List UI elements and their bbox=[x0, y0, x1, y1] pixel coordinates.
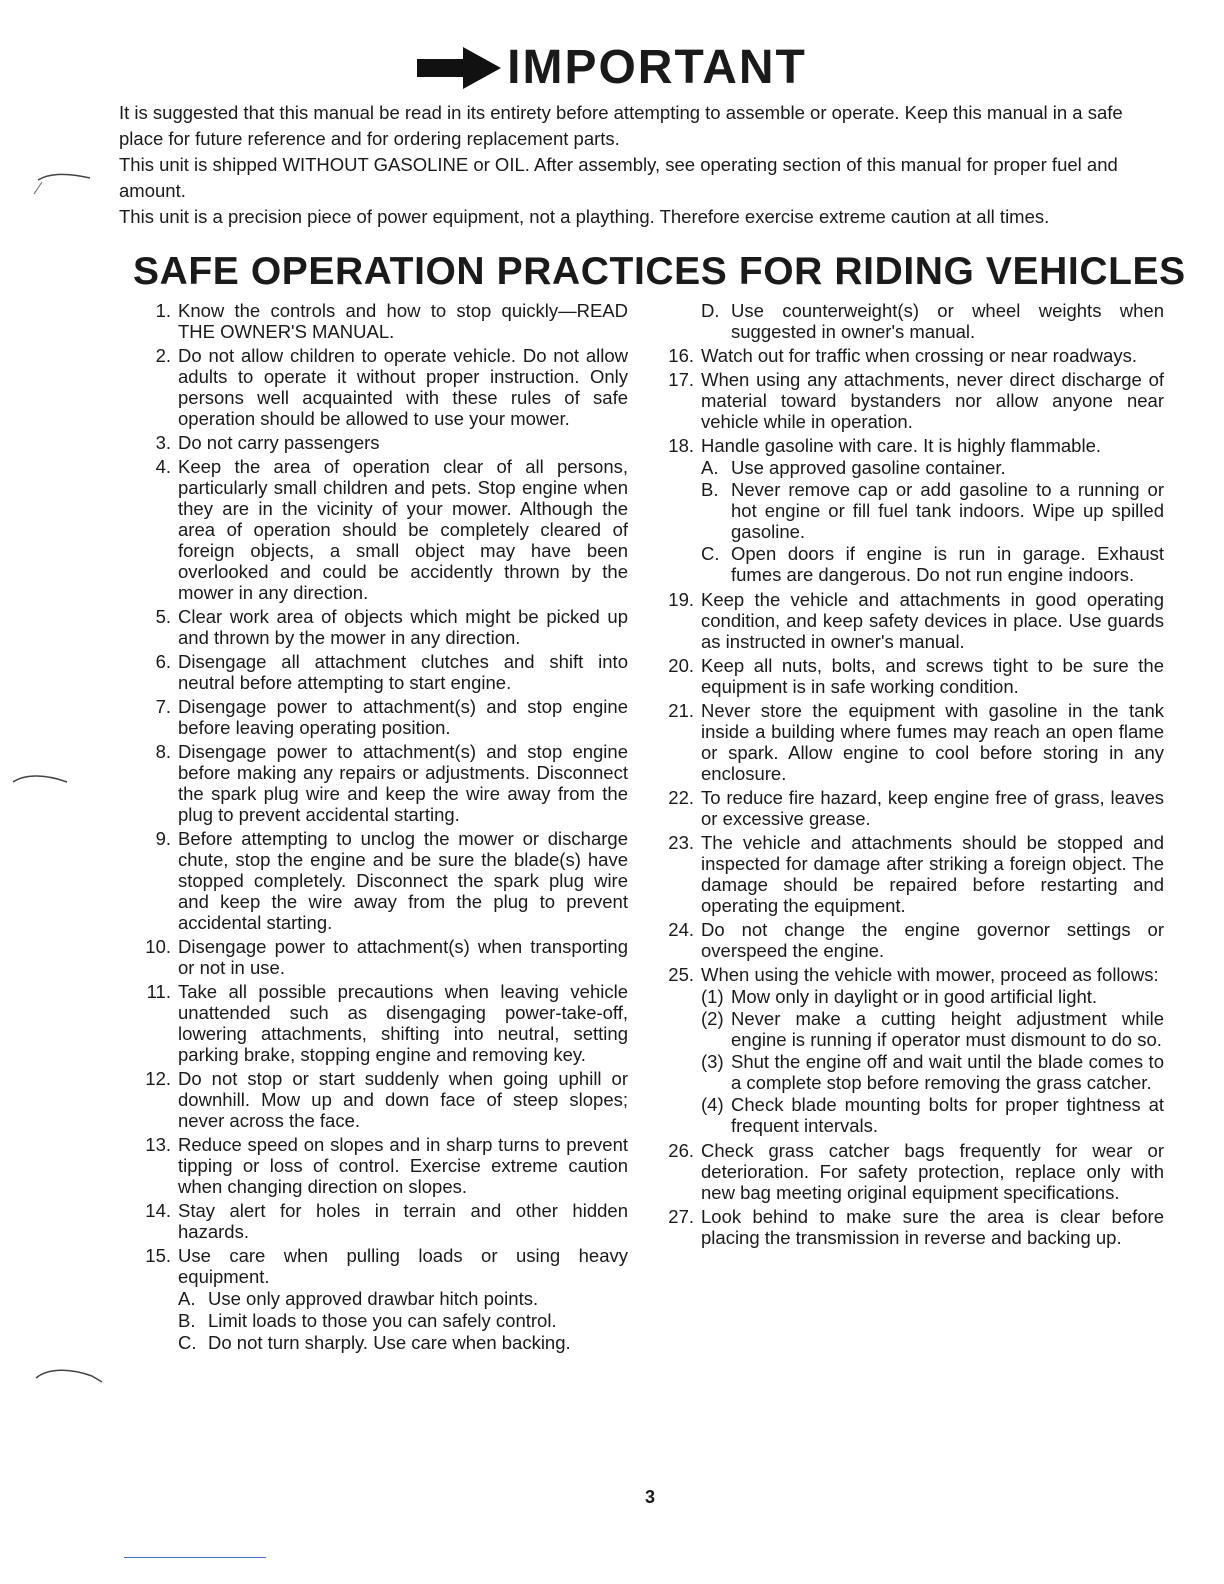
sub-item-label: C. bbox=[701, 543, 720, 564]
sub-item bbox=[701, 300, 1164, 342]
sub-item bbox=[701, 1051, 1164, 1093]
item-number: 4. bbox=[155, 456, 171, 477]
list-item bbox=[656, 435, 1164, 586]
item-number: 2. bbox=[155, 345, 171, 366]
item-body bbox=[701, 787, 1164, 829]
list-item bbox=[133, 432, 628, 453]
item-text: Disengage power to attachment(s) and stop engine before making any repairs or adjustments. Disconnect the spark plug wire and keep the wire away from the plug to prevent accidental starting. bbox=[178, 741, 628, 825]
list-item bbox=[133, 1245, 628, 1354]
item-body bbox=[178, 345, 628, 429]
item-text: When using any attachments, never direct discharge of material toward bystanders nor allow anyone near vehicle while in operation. bbox=[701, 369, 1164, 432]
item-body bbox=[178, 828, 628, 933]
sub-item-text: Use only approved drawbar hitch points. bbox=[208, 1288, 539, 1309]
item-number: 26. bbox=[668, 1140, 694, 1161]
sub-item-text: Shut the engine off and wait until the blade comes to a complete stop before removing the grass catcher. bbox=[731, 1051, 1164, 1093]
item-text: Do not allow children to operate vehicle. Do not allow adults to operate it without proper instruction. Only persons well acquainted with these rules of safe operation should be allowed to use your mower. bbox=[178, 345, 628, 429]
item-text: Watch out for traffic when crossing or near roadways. bbox=[701, 345, 1137, 366]
item-text: Never store the equipment with gasoline in the tank inside a building where fumes may reach an open flame or spark. Allow engine to cool before storing in any enclosure. bbox=[701, 700, 1164, 784]
item-text: Before attempting to unclog the mower or discharge chute, stop the engine and be sure the blade(s) have stopped completely. Disconnect the spark plug wire and keep the wire away from the plug to prevent accidental starting. bbox=[178, 828, 628, 933]
item-body bbox=[701, 832, 1164, 916]
item-body bbox=[701, 369, 1164, 432]
list-item bbox=[133, 1200, 628, 1242]
item-text: Keep all nuts, bolts, and screws tight to be sure the equipment is in safe working condition. bbox=[701, 655, 1164, 697]
item-text: Do not carry passengers bbox=[178, 432, 380, 453]
item-number: 11. bbox=[146, 981, 171, 1002]
item-number: 1. bbox=[155, 300, 171, 321]
item-body bbox=[701, 700, 1164, 784]
item-body bbox=[178, 456, 628, 603]
sub-item bbox=[178, 1310, 628, 1331]
item-number: 3. bbox=[155, 432, 171, 453]
sub-item-label: B. bbox=[701, 479, 719, 500]
item-text: To reduce fire hazard, keep engine free of grass, leaves or excessive grease. bbox=[701, 787, 1164, 829]
margin-mark bbox=[5, 770, 75, 790]
item-text: Disengage power to attachment(s) when transporting or not in use. bbox=[178, 936, 628, 978]
item-text: Take all possible precautions when leaving vehicle unattended such as disengaging power-take-off, lowering attachments, shifting into neutral, setting parking brake, stopping engine and removing key. bbox=[178, 981, 628, 1065]
list-item bbox=[656, 655, 1164, 697]
item-number: 23. bbox=[668, 832, 694, 853]
header bbox=[0, 40, 1224, 96]
continued-subitems bbox=[656, 300, 1164, 342]
sub-item-label: D. bbox=[701, 300, 720, 321]
sub-item-text: Never remove cap or add gasoline to a running or hot engine or fill fuel tank indoors. Wipe up spilled gasoline. bbox=[731, 479, 1164, 542]
item-number: 17. bbox=[668, 369, 694, 390]
page-title: IMPORTANT bbox=[507, 41, 807, 94]
item-number: 19. bbox=[668, 589, 694, 610]
list-item bbox=[656, 787, 1164, 829]
sub-item-label: (3) bbox=[701, 1051, 724, 1072]
sub-item bbox=[701, 457, 1164, 478]
sub-item-text: Use approved gasoline container. bbox=[731, 457, 1006, 478]
sub-list bbox=[701, 457, 1164, 585]
item-text: Clear work area of objects which might be picked up and thrown by the mower in any direction. bbox=[178, 606, 628, 648]
sub-item bbox=[701, 1008, 1164, 1050]
item-text: The vehicle and attachments should be stopped and inspected for damage after striking a foreign object. The damage should be repaired before restarting and operating the equipment. bbox=[701, 832, 1164, 916]
item-text: Handle gasoline with care. It is highly flammable. bbox=[701, 435, 1101, 456]
item-body bbox=[178, 606, 628, 648]
item-text: Keep the vehicle and attachments in good operating condition, and keep safety devices in place. Use guards as instructed in owner's manual. bbox=[701, 589, 1164, 652]
item-number: 22. bbox=[668, 787, 694, 808]
item-body bbox=[178, 1200, 628, 1242]
list-item bbox=[133, 936, 628, 978]
sub-item bbox=[701, 1094, 1164, 1136]
list-item bbox=[656, 345, 1164, 366]
item-body bbox=[178, 981, 628, 1065]
item-text: Check grass catcher bags frequently for wear or deterioration. For safety protection, replace only with new bag meeting original equipment specifications. bbox=[701, 1140, 1164, 1203]
sub-item bbox=[701, 543, 1164, 585]
list-item bbox=[656, 700, 1164, 784]
list-item bbox=[656, 1140, 1164, 1203]
sub-item-text: Open doors if engine is run in garage. Exhaust fumes are dangerous. Do not run engine indoors. bbox=[731, 543, 1164, 585]
item-body bbox=[701, 589, 1164, 652]
list-item bbox=[133, 828, 628, 933]
sub-item-label: A. bbox=[701, 457, 719, 478]
right-column bbox=[656, 300, 1164, 1251]
item-number: 12. bbox=[145, 1068, 171, 1089]
sub-item-label: A. bbox=[178, 1288, 196, 1309]
item-text: Keep the area of operation clear of all persons, particularly small children and pets. Stop engine when they are in the vicinity of your mower. Although the area of operation should be completely cleared of foreign objects, a small object may have been overlooked and could be accidently thrown by the mower in any direction. bbox=[178, 456, 628, 603]
intro bbox=[119, 100, 1159, 230]
item-body bbox=[701, 1140, 1164, 1203]
item-body bbox=[701, 964, 1164, 1137]
right-arrow-icon bbox=[417, 45, 503, 91]
item-number: 20. bbox=[668, 655, 694, 676]
item-body bbox=[178, 300, 628, 342]
item-number: 27. bbox=[668, 1206, 694, 1227]
item-body bbox=[701, 1206, 1164, 1248]
sub-item-label: B. bbox=[178, 1310, 196, 1331]
list-item bbox=[656, 369, 1164, 432]
list-item bbox=[133, 345, 628, 429]
list-item bbox=[133, 1068, 628, 1131]
item-number: 21. bbox=[668, 700, 694, 721]
sub-item-label: C. bbox=[178, 1332, 197, 1353]
item-text: Stay alert for holes in terrain and other hidden hazards. bbox=[178, 1200, 628, 1242]
sub-item-text: Do not turn sharply. Use care when backing. bbox=[208, 1332, 571, 1353]
list-item bbox=[133, 606, 628, 648]
sub-item-text: Use counterweight(s) or wheel weights when suggested in owner's manual. bbox=[731, 300, 1164, 342]
section-title: SAFE OPERATION PRACTICES FOR RIDING VEHICLES bbox=[133, 250, 1186, 293]
item-number: 5. bbox=[155, 606, 171, 627]
item-body bbox=[178, 1068, 628, 1131]
list-item bbox=[133, 981, 628, 1065]
sub-list bbox=[701, 986, 1164, 1136]
footer-rule bbox=[124, 1557, 266, 1558]
item-text: Look behind to make sure the area is clear before placing the transmission in reverse and backing up. bbox=[701, 1206, 1164, 1248]
item-text: Disengage all attachment clutches and shift into neutral before attempting to start engine. bbox=[178, 651, 628, 693]
item-number: 25. bbox=[668, 964, 694, 985]
item-body bbox=[701, 435, 1164, 586]
item-number: 6. bbox=[155, 651, 171, 672]
item-text: When using the vehicle with mower, proceed as follows: bbox=[701, 964, 1159, 985]
left-column bbox=[133, 300, 628, 1357]
item-number: 7. bbox=[155, 696, 171, 717]
item-body bbox=[178, 651, 628, 693]
item-number: 15. bbox=[145, 1245, 171, 1266]
item-number: 14. bbox=[145, 1200, 171, 1221]
item-text: Do not stop or start suddenly when going uphill or downhill. Mow up and down face of steep slopes; never across the face. bbox=[178, 1068, 628, 1131]
item-text: Use care when pulling loads or using heavy equipment. bbox=[178, 1245, 628, 1287]
item-text: Disengage power to attachment(s) and stop engine before leaving operating position. bbox=[178, 696, 628, 738]
list-item bbox=[133, 1134, 628, 1197]
item-number: 16. bbox=[668, 345, 694, 366]
list-item bbox=[133, 300, 628, 342]
sub-item bbox=[178, 1288, 628, 1309]
sub-list bbox=[178, 1288, 628, 1353]
item-number: 9. bbox=[155, 828, 171, 849]
right-items bbox=[656, 345, 1164, 1248]
margin-mark bbox=[28, 166, 98, 202]
item-text: Do not change the engine governor settings or overspeed the engine. bbox=[701, 919, 1164, 961]
item-number: 10. bbox=[145, 936, 171, 957]
item-number: 8. bbox=[155, 741, 171, 762]
sub-item-label: (2) bbox=[701, 1008, 724, 1029]
sub-item-text: Limit loads to those you can safely control. bbox=[208, 1310, 557, 1331]
item-body bbox=[178, 1245, 628, 1354]
item-body bbox=[178, 696, 628, 738]
item-body bbox=[178, 432, 628, 453]
list-item bbox=[656, 589, 1164, 652]
list-item bbox=[656, 919, 1164, 961]
list-item bbox=[133, 651, 628, 693]
intro-paragraph: This unit is a precision piece of power equipment, not a plaything. Therefore exercise extreme caution at all times. bbox=[119, 206, 1050, 227]
item-number: 24. bbox=[668, 919, 694, 940]
list-item bbox=[133, 741, 628, 825]
item-body bbox=[178, 1134, 628, 1197]
page-number: 3 bbox=[645, 1487, 656, 1507]
sub-item-text: Never make a cutting height adjustment while engine is running if operator must dismount to do so. bbox=[731, 1008, 1164, 1050]
item-text: Reduce speed on slopes and in sharp turns to prevent tipping or loss of control. Exercise extreme caution when changing direction on slopes. bbox=[178, 1134, 628, 1197]
list-item bbox=[656, 832, 1164, 916]
sub-item-text: Check blade mounting bolts for proper tightness at frequent intervals. bbox=[731, 1094, 1164, 1136]
sub-item bbox=[701, 479, 1164, 542]
item-body bbox=[701, 655, 1164, 697]
intro-paragraph: It is suggested that this manual be read in its entirety before attempting to assemble or operate. Keep this manual in a safe place for future reference and for ordering replacement parts. bbox=[119, 102, 1123, 149]
intro-paragraph: This unit is shipped WITHOUT GASOLINE or OIL. After assembly, see operating section of this manual for proper fuel and amount. bbox=[119, 154, 1118, 201]
sub-item bbox=[701, 986, 1164, 1007]
item-body bbox=[178, 741, 628, 825]
item-body bbox=[701, 345, 1164, 366]
item-number: 18. bbox=[668, 435, 694, 456]
list-item bbox=[656, 1206, 1164, 1248]
item-body bbox=[178, 936, 628, 978]
sub-item bbox=[178, 1332, 628, 1353]
sub-item-label: (1) bbox=[701, 986, 724, 1007]
item-number: 13. bbox=[145, 1134, 171, 1155]
list-item bbox=[656, 964, 1164, 1137]
item-text: Know the controls and how to stop quickly—READ THE OWNER'S MANUAL. bbox=[178, 300, 628, 342]
list-item bbox=[133, 456, 628, 603]
list-item bbox=[133, 696, 628, 738]
item-body bbox=[701, 919, 1164, 961]
margin-mark bbox=[30, 1362, 110, 1392]
sub-item-label: (4) bbox=[701, 1094, 724, 1115]
sub-item-text: Mow only in daylight or in good artificial light. bbox=[731, 986, 1098, 1007]
